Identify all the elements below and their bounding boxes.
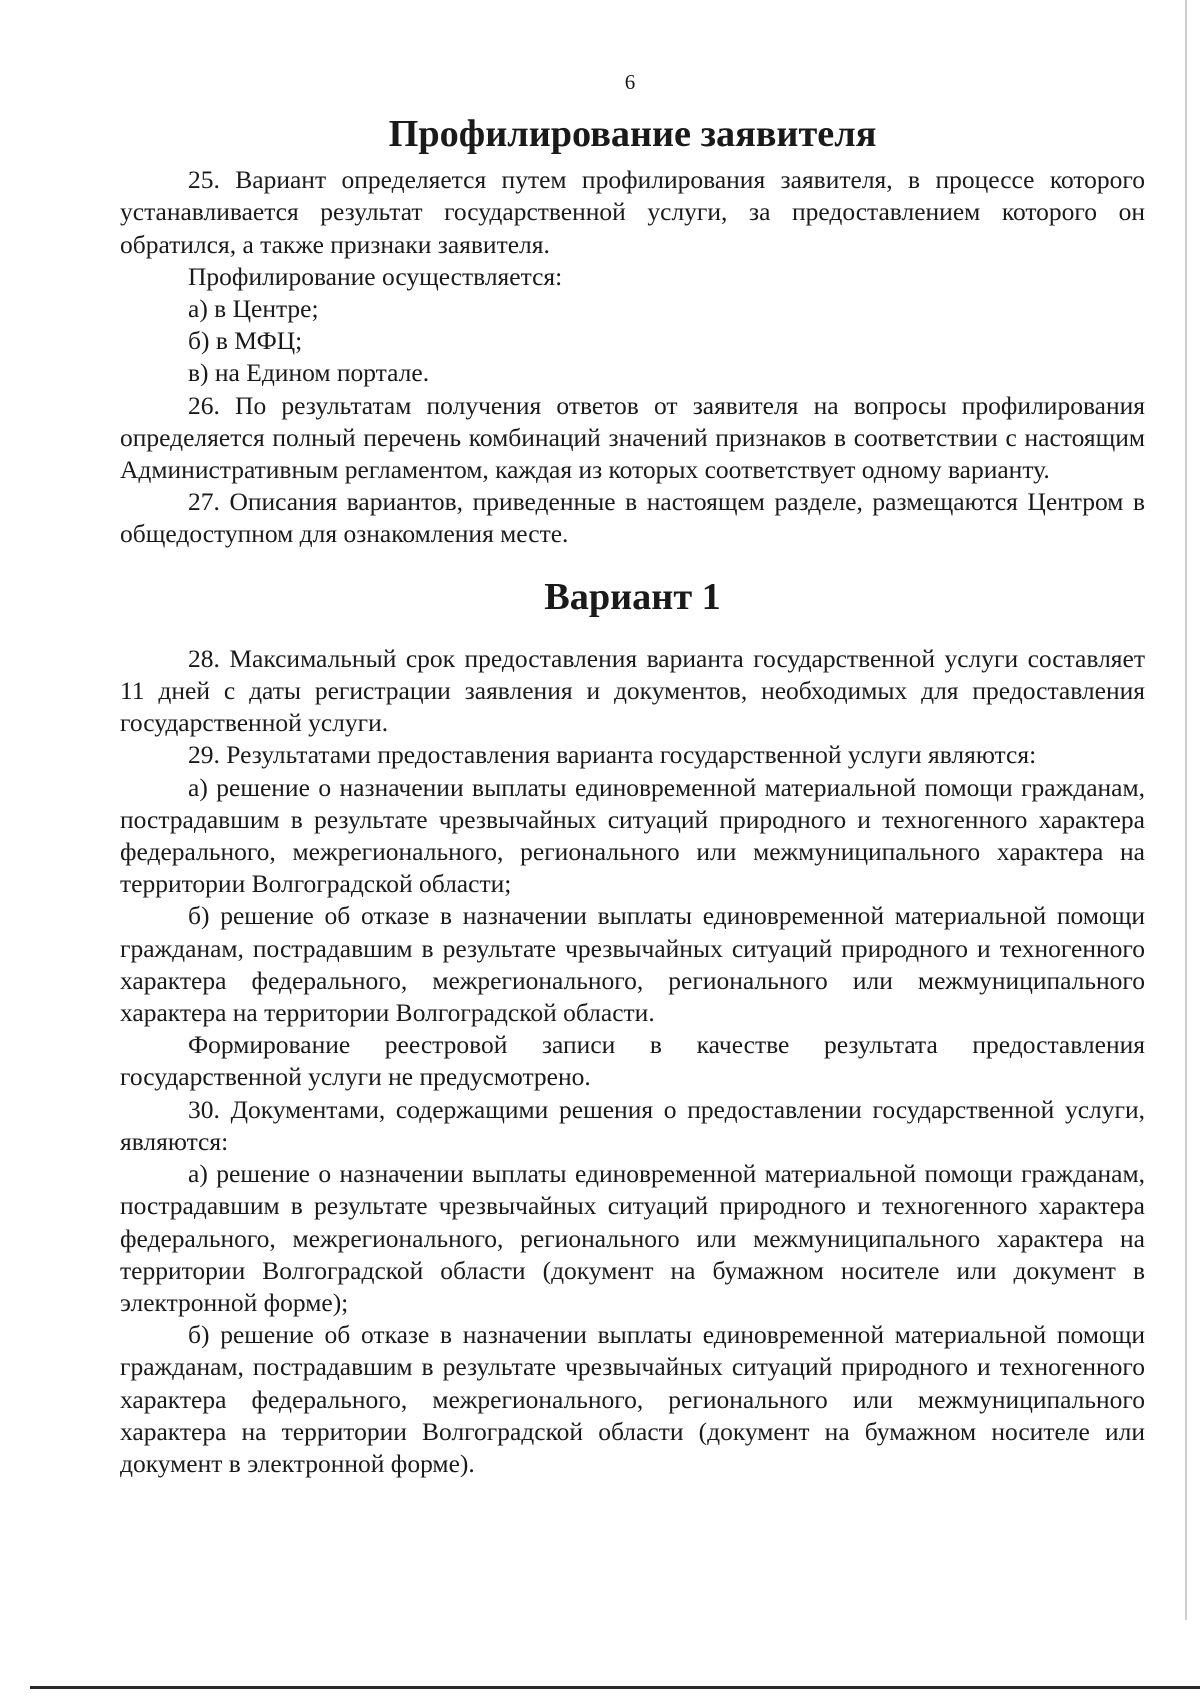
paragraph-27: 27. Описания вариантов, приведенные в настоящем разделе, размещаются Центром в общедоступном для ознакомления месте. <box>120 487 1145 549</box>
section-title: Профилирование заявителя <box>388 113 877 155</box>
paragraph-28: 28. Максимальный срок предоставления варианта государственной услуги составляет 11 дней с даты регистрации заявления и документов, необходимых для предоставления государственной услуги. <box>120 643 1145 738</box>
paragraph-30-b: б) решение об отказе в назначении выплаты единовременной материальной помощи гражданам, пострадавшим в результате чрезвычайных ситуаций природного и техногенного характера федерального, межрегионального, регионального или межмуниципального характера на территории Волгоградской области (документ на бумажном носителе или документ в электронной форме). <box>120 1320 1145 1478</box>
list-item-portal: в) на Едином портале. <box>188 358 430 388</box>
list-item-mfc: б) в МФЦ; <box>188 326 303 356</box>
list-item-center: а) в Центре; <box>188 294 319 324</box>
paragraph-30-a: а) решение о назначении выплаты единовременной материальной помощи гражданам, пострадавшим в результате чрезвычайных ситуаций природного и техногенного характера федерального, межрегионального, регионального или межмуниципального характера на территории Волгоградской области (документ на бумажном носителе или документ в электронной форме); <box>120 1159 1145 1317</box>
page-number: 6 <box>624 70 636 94</box>
paragraph-29-a: а) решение о назначении выплаты единовременной материальной помощи гражданам, пострадавшим в результате чрезвычайных ситуаций природного и техногенного характера федерального, межрегионального, регионального или межмуниципального характера на территории Волгоградской области; <box>120 772 1145 899</box>
bottom-border-line <box>30 1686 1200 1689</box>
paragraph-profiling-intro: Профилирование осуществляется: <box>188 261 563 291</box>
paragraph-registry-note: Формирование реестровой записи в качестве результата предоставления государственной услуги не предусмотрено. <box>120 1030 1145 1092</box>
scan-edge-line <box>1185 0 1187 1620</box>
paragraph-25: 25. Вариант определяется путем профилирования заявителя, в процессе которого устанавливается результат государственной услуги, за предоставлением которого он обратился, а также признаки заявителя. <box>120 165 1145 259</box>
paragraph-29: 29. Результатами предоставления варианта государственной услуги являются: <box>188 740 1037 770</box>
paragraph-26: 26. По результатам получения ответов от заявителя на вопросы профилирования определяется полный перечень комбинаций значений признаков в соответствии с настоящим Административным регламентом, каждая из которых соответствует одному варианту. <box>120 390 1145 485</box>
paragraph-30: 30. Документами, содержащими решения о предоставлении государственной услуги, являются: <box>120 1094 1145 1156</box>
paragraph-29-b: б) решение об отказе в назначении выплаты единовременной материальной помощи гражданам, пострадавшим в результате чрезвычайных ситуаций природного и техногенного характера федерального, межрегионального, регионального или межмуниципального характера на территории Волгоградской области. <box>120 901 1145 1028</box>
variant-title: Вариант 1 <box>544 575 721 618</box>
document-body <box>120 113 1145 1480</box>
